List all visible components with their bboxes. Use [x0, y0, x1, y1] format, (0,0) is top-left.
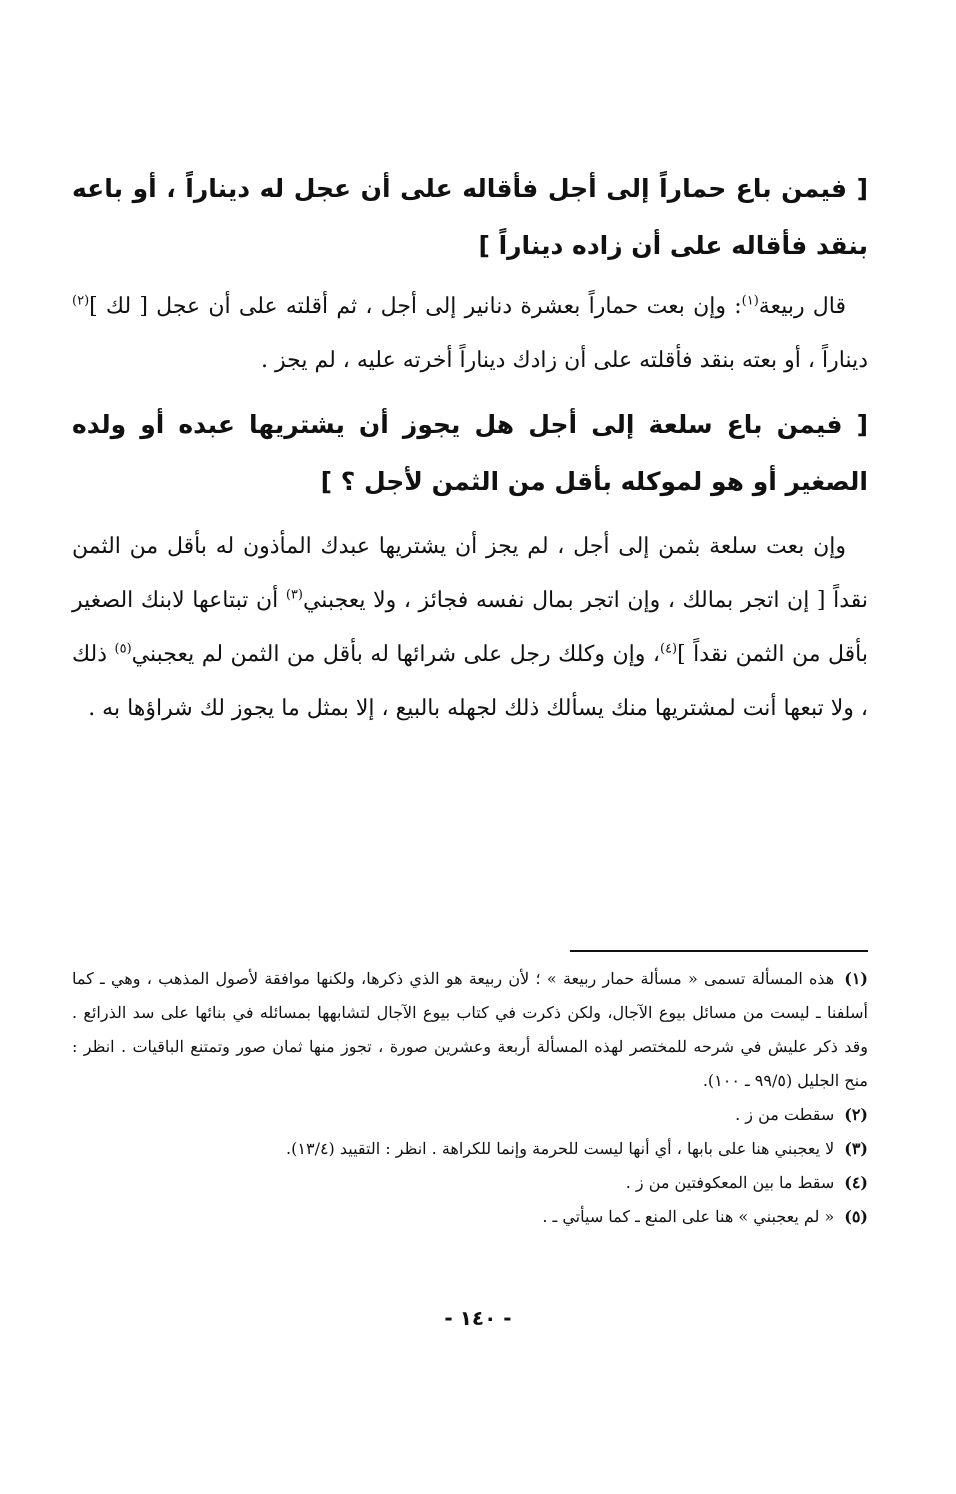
footnote-number: (٤) — [844, 1173, 868, 1192]
paragraph-2-text-a: وإن بعت سلعة بثمن إلى أجل ، لم يجز أن يشتريها عبدك المأذون له بأقل من الثمن نقداً [ إن اتجر بمالك ، وإن اتجر بمال نفسه فجائز ، ولا يعجبني — [72, 534, 868, 613]
footnote-ref-1: (١) — [741, 293, 759, 309]
page-number: - ١٤٠ - — [444, 1306, 512, 1330]
footnote-ref-2: (٢) — [72, 293, 90, 309]
footnote-text: لا يعجبني هنا على بابها ، أي أنها ليست للحرمة وإنما للكراهة . انظر : التقييد (١٣/٤). — [286, 1139, 835, 1158]
page-body — [72, 160, 868, 736]
paragraph-1 — [72, 280, 868, 388]
footnote-number: (٣) — [844, 1139, 868, 1158]
section-heading-1: [ فيمن باع حماراً إلى أجل فأقاله على أن عجل له ديناراً ، أو باعه بنقد فأقاله على أن زاده ديناراً ] — [72, 174, 868, 260]
paragraph-2 — [72, 520, 868, 736]
footnote-ref-5: (٥) — [114, 641, 132, 657]
footnotes — [72, 962, 868, 1234]
footnote-2 — [72, 1098, 868, 1132]
footnote-number: (٥) — [844, 1207, 868, 1226]
footnote-ref-4: (٤) — [659, 641, 678, 657]
footnote-text: سقط ما بين المعكوفتين من ز . — [625, 1173, 835, 1192]
footnote-text: سقطت من ز . — [735, 1105, 835, 1124]
section-heading-2: [ فيمن باع سلعة إلى أجل هل يجوز أن يشتريها عبده أو ولده الصغير أو هو لموكله بأقل من الثمن لأجل ؟ ] — [72, 410, 868, 496]
footnote-separator — [570, 950, 868, 952]
footnote-4 — [72, 1166, 868, 1200]
footnote-text: « لم يعجبني » هنا على المنع ـ كما سيأتي ـ . — [542, 1207, 835, 1226]
footnote-1 — [72, 962, 868, 1098]
paragraph-1-text-b: : وإن بعت حماراً بعشرة دنانير إلى أجل ، ثم أقلته على أن عجل [ لك ] — [89, 294, 742, 319]
footnote-number: (٢) — [844, 1105, 868, 1124]
paragraph-2-text-b: أن تبتاعها لابنك الصغير بأقل من الثمن نقداً ] — [72, 588, 868, 667]
footnote-text: هذه المسألة تسمى « مسألة حمار ربيعة » ؛ لأن ربيعة هو الذي ذكرها، ولكنها موافقة لأصول المذهب ، وهي ـ كما أسلفنا ـ ليست من مسائل بيوع الآجال، ولكن ذكرت في كتاب بيوع الآجال لتشابهها بمسائله في بنائها على سد الذرائع . وقد ذكر عليش في شرحه للمختصر لهذه المسألة أربعة وعشرين صورة ، تجوز منها ثمان صور وتمتنع الباقيات . انظر : منح الجليل (٩٩/٥ ـ ١٠٠). — [72, 969, 868, 1090]
paragraph-2-text-c: ، وإن وكلك رجل على شرائها له بأقل من الثمن لم يعجبني — [131, 642, 660, 667]
footnote-ref-3: (٣) — [285, 587, 303, 603]
footnote-5 — [72, 1200, 868, 1234]
paragraph-2-text-d: ذلك ، ولا تبعها أنت لمشتريها منك يسألك ذلك لجهله بالبيع ، إلا بمثل ما يجوز لك شراؤها به . — [72, 642, 868, 721]
footnote-number: (١) — [844, 969, 868, 988]
paragraph-1-text-c: ديناراً ، أو بعته بنقد فأقلته على أن زادك ديناراً أخرته عليه ، لم يجز . — [261, 348, 868, 373]
footnote-3 — [72, 1132, 868, 1166]
paragraph-1-text-a: قال ربيعة — [758, 294, 846, 319]
